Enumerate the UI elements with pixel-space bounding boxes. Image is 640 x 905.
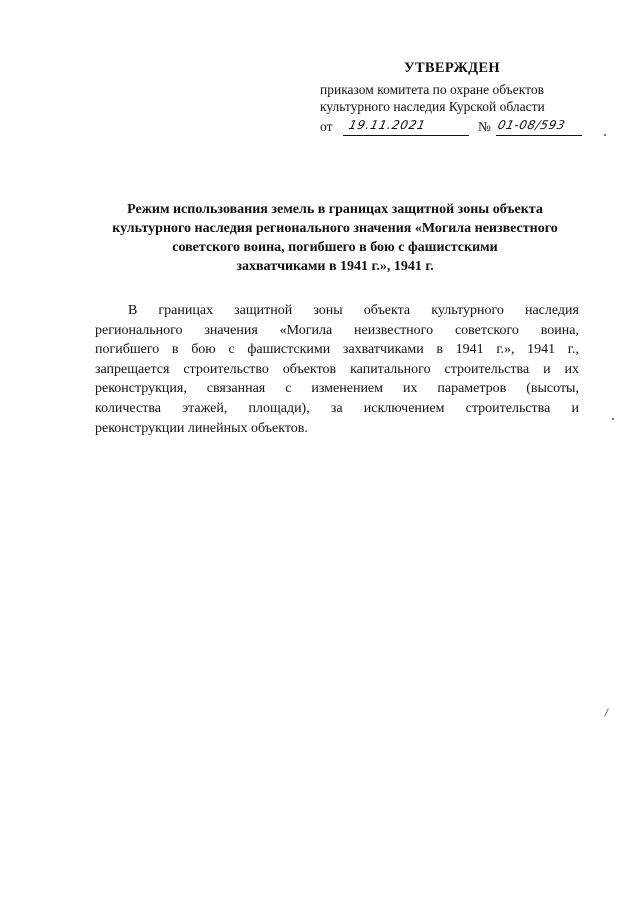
body-word: г.»,: [496, 342, 515, 358]
approval-authority-line-2: культурного наследия Курской области: [320, 99, 545, 114]
body-word: их: [564, 361, 579, 377]
body-word: количества: [95, 400, 161, 416]
title-line: захватчиками в 1941 г.», 1941 г.: [236, 259, 434, 274]
body-word: 1941: [527, 342, 556, 358]
body-word: этажей,: [182, 400, 228, 416]
body-word: 1941: [455, 342, 484, 358]
body-word: В: [128, 303, 138, 318]
body-word: реконструкции линейных объектов.: [95, 420, 308, 436]
body-word: и: [571, 400, 579, 416]
body-word: объектов: [282, 361, 337, 377]
body-word: зоны: [313, 303, 343, 318]
body-line: [95, 321, 579, 341]
body-word: за: [330, 400, 343, 416]
title-line: советского воина, погибшего в бою с фашистскими: [172, 240, 498, 255]
body-word: изменением: [311, 381, 384, 397]
body-word: их: [402, 381, 418, 397]
body-word: культурного: [431, 303, 504, 318]
approval-date-number-row: [318, 118, 586, 138]
body-line: [95, 379, 579, 399]
body-word: бою: [191, 342, 216, 358]
document-title: [80, 200, 590, 276]
number-field: [496, 118, 582, 136]
approval-authority-line-1: приказом комитета по охране объектов: [320, 82, 544, 97]
approval-stamp: [318, 60, 586, 138]
body-word: связанная: [206, 381, 266, 397]
number-prefix: №: [478, 119, 491, 134]
body-word: реконструкция,: [95, 381, 187, 397]
date-field: [343, 118, 469, 136]
body-word: неизвестного: [354, 322, 434, 338]
body-word: капитального: [350, 361, 431, 377]
handwritten-number: 01-08/593: [496, 118, 567, 132]
title-line: Режим использования земель в границах защитной зоны объекта: [127, 202, 543, 217]
scan-speck: [604, 708, 609, 717]
body-word: объекта: [363, 303, 411, 318]
body-word: советского: [454, 322, 519, 338]
body-word: строительства: [444, 361, 530, 377]
body-word: фашистскими: [247, 342, 331, 358]
body-paragraph: [95, 301, 579, 438]
scan-speck: [612, 418, 614, 420]
body-line: [95, 301, 579, 321]
body-word: защитной: [234, 303, 293, 318]
body-word: в: [171, 342, 179, 358]
body-word: (высоты,: [526, 381, 579, 397]
body-word: в: [436, 342, 443, 358]
body-word: площади),: [248, 400, 310, 416]
scan-speck: [604, 134, 606, 136]
body-line: [95, 419, 579, 439]
body-word: воина,: [540, 322, 579, 338]
body-word: захватчиками: [342, 342, 424, 358]
body-line: [95, 399, 579, 419]
body-word: г.,: [567, 342, 579, 358]
body-word: строительство: [183, 361, 269, 377]
body-word: и: [543, 361, 551, 377]
body-word: строительства: [465, 400, 551, 416]
handwritten-date: 19.11.2021: [347, 118, 428, 132]
body-word: погибшего: [95, 342, 160, 358]
body-word: исключением: [363, 400, 445, 416]
approval-title: УТВЕРЖДЕН: [404, 60, 500, 76]
title-line: культурного наследия регионального значения «Могила неизвестного: [112, 221, 558, 236]
body-word: значения: [204, 322, 258, 338]
body-word: с: [228, 342, 235, 358]
body-word: наследия: [524, 303, 579, 318]
body-line: [95, 360, 579, 380]
body-word: запрещается: [95, 361, 170, 377]
body-word: параметров: [437, 381, 507, 397]
body-line: [95, 340, 579, 360]
date-prefix: от: [320, 119, 333, 134]
body-word: границах: [158, 303, 214, 318]
body-word: регионального: [95, 322, 183, 338]
body-word: «Могила: [279, 322, 333, 338]
body-word: с: [285, 381, 292, 397]
